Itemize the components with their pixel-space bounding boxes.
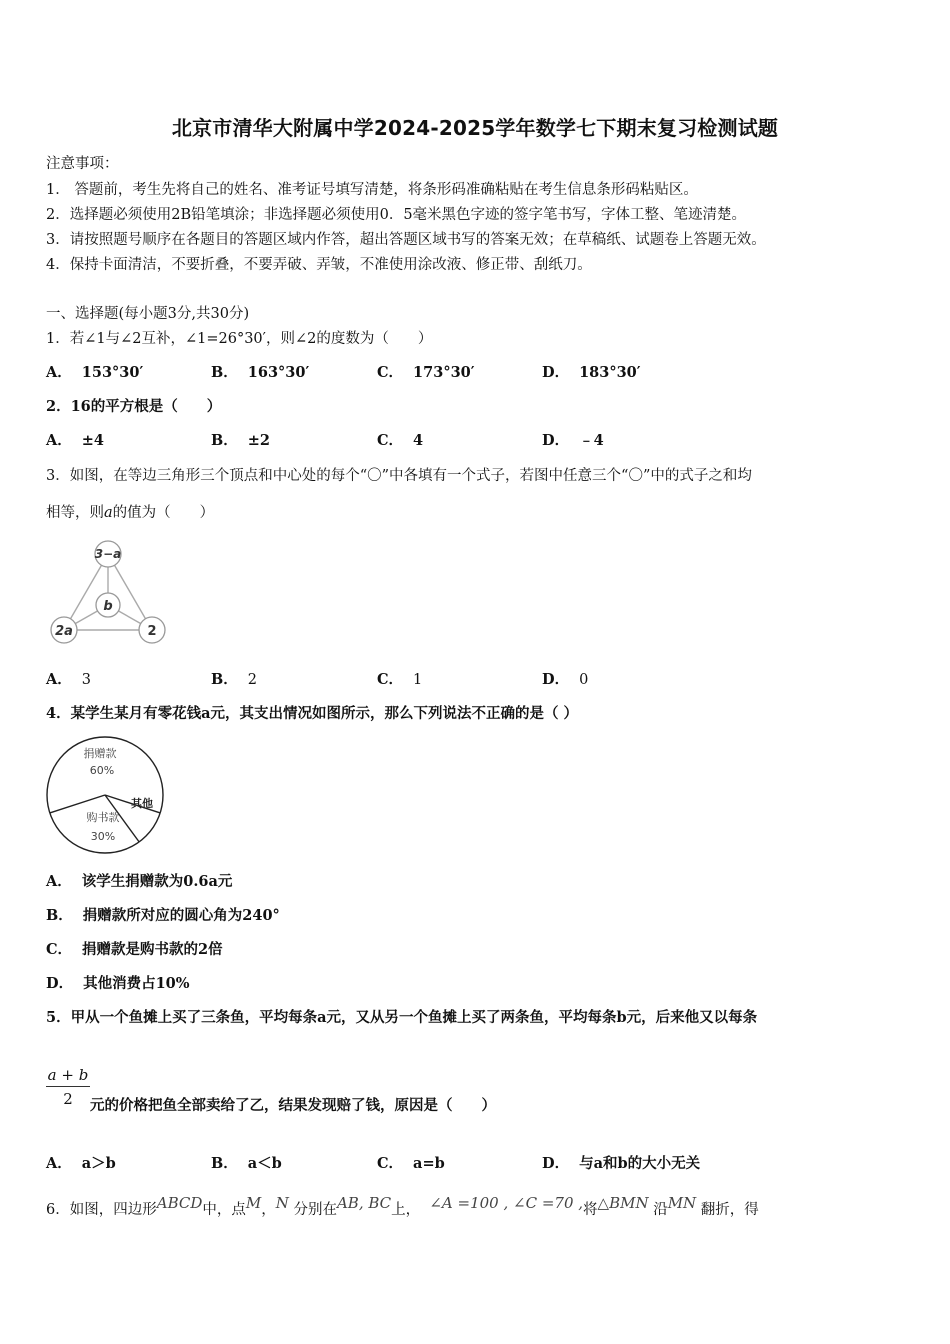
q1-option-a — [46, 361, 143, 382]
question-6-stem — [46, 1194, 759, 1219]
option-key: D． — [542, 432, 570, 449]
option-text: 2 — [247, 672, 257, 688]
question-4-stem: 4．某学生某月有零花钱a元，其支出情况如图所示，那么下列说法不正确的是（ ） — [46, 705, 579, 722]
stem-text: 相等，则 — [46, 505, 104, 521]
option-text: 173°30′ — [413, 364, 475, 381]
option-key: A． — [46, 671, 72, 688]
q5-option-d — [542, 1152, 700, 1173]
stem-text: 翻折，得 — [700, 1202, 759, 1218]
q1-option-d — [542, 361, 641, 382]
option-key: D． — [542, 364, 570, 381]
notice-item-1: 1． 答题前，考生先将自己的姓名、准考证号填写清楚，将条形码准确粘贴在考生信息条形码粘贴区。 — [46, 182, 698, 198]
q4-option-a — [46, 870, 232, 891]
stem-text: 中，点 — [202, 1202, 246, 1218]
option-key: B． — [46, 907, 73, 924]
q2-option-c — [377, 429, 423, 450]
slice-label-donation: 捐赠款 — [83, 747, 117, 760]
option-text: 该学生捐赠款为0.6a元 — [81, 873, 233, 890]
q3-option-b — [211, 668, 257, 689]
option-text: 153°30′ — [81, 364, 144, 381]
option-text: 183°30′ — [579, 364, 641, 381]
notice-item-4: 4．保持卡面清洁，不要折叠，不要弄破、弄皱，不准使用涂改液、修正带、刮纸刀。 — [46, 257, 592, 273]
q1-option-c — [377, 361, 475, 382]
stem-text: 沿 — [653, 1202, 668, 1218]
q5-option-a — [46, 1152, 116, 1173]
option-text: 163°30′ — [247, 364, 310, 381]
question-1-stem: 1．若∠1与∠2互补，∠1=26°30′，则∠2的度数为（ ） — [46, 331, 433, 347]
option-text: 其他消费占10% — [83, 975, 190, 992]
node-right-label: 2 — [147, 624, 157, 639]
math-triangle-bmn: △BMN — [597, 1194, 649, 1212]
question-3-stem-line1: 3．如图，在等边三角形三个顶点和中心处的每个“〇”中各填有一个式子，若图中任意三个“〇”中的式子之和均 — [46, 468, 752, 484]
node-center-label: b — [103, 599, 113, 614]
option-text: 3 — [81, 672, 91, 688]
page-title: 北京市清华大附属中学2024-2025学年数学七下期末复习检测试题 — [171, 116, 779, 140]
fraction-a-plus-b-over-2 — [46, 1066, 90, 1108]
variable-a: a — [104, 505, 113, 521]
notice-item-2: 2．选择题必须使用2B铅笔填涂；非选择题必须使用0．5毫米黑色字迹的签字笔书写，字体工整、笔迹清楚。 — [46, 207, 747, 223]
option-text: 捐赠款是购书款的2倍 — [82, 941, 223, 958]
stem-text: ， — [261, 1202, 276, 1218]
stem-text: 的值为（ ） — [112, 505, 215, 521]
q4-option-c — [46, 938, 223, 959]
pie-chart — [42, 732, 168, 858]
math-ab-bc: AB, BC — [336, 1194, 392, 1212]
math-n: N — [275, 1194, 289, 1212]
option-text: 0 — [579, 672, 589, 688]
q4-option-b — [46, 904, 280, 925]
option-text: ±2 — [247, 432, 271, 449]
option-key: D． — [542, 1155, 570, 1172]
math-mn: MN — [667, 1194, 697, 1212]
math-m: M — [245, 1194, 262, 1212]
option-text: a=b — [413, 1155, 445, 1172]
slice-percent-donation: 60% — [89, 764, 115, 777]
q2-option-b — [211, 429, 270, 450]
notice-item-3: 3．请按照题号顺序在各题目的答题区域内作答，超出答题区域书写的答案无效；在草稿纸、试题卷上答题无效。 — [46, 232, 766, 248]
slice-label-books: 购书款 — [86, 811, 120, 824]
option-key: A． — [46, 873, 72, 890]
option-text: a＞b — [81, 1155, 116, 1172]
question-3-stem-line2 — [46, 501, 214, 522]
option-key: A． — [46, 364, 72, 381]
node-left-label: 2a — [55, 624, 73, 639]
stem-text: 上， — [391, 1202, 421, 1218]
fraction-numerator: a + b — [46, 1066, 90, 1087]
question-5-stem-line1: 5．甲从一个鱼摊上买了三条鱼，平均每条a元，又从另一个鱼摊上买了两条鱼，平均每条b元，后来他又以每条 — [46, 1009, 758, 1026]
option-key: B． — [211, 1155, 238, 1172]
option-key: C． — [377, 364, 404, 381]
section-heading: 一、选择题(每小题3分,共30分) — [46, 306, 250, 322]
stem-text: 6．如图，四边形 — [46, 1202, 157, 1218]
q5-option-b — [211, 1152, 282, 1173]
option-key: C． — [377, 432, 404, 449]
option-key: B． — [211, 364, 238, 381]
option-key: C． — [377, 1155, 404, 1172]
option-text: ﹣4 — [579, 432, 604, 449]
option-key: B． — [211, 432, 238, 449]
option-text: a＜b — [247, 1155, 282, 1172]
option-text: 捐赠款所对应的圆心角为240° — [82, 907, 280, 924]
q2-option-d — [542, 429, 604, 450]
option-key: D． — [542, 671, 570, 688]
slice-percent-books: 30% — [90, 830, 116, 843]
math-angles: ∠A =100 , ∠C =70 , — [429, 1194, 584, 1212]
q3-option-c — [377, 668, 422, 689]
option-text: 4 — [413, 432, 424, 449]
q2-option-a — [46, 429, 104, 450]
q4-option-d — [46, 972, 190, 993]
stem-text: 将 — [583, 1202, 598, 1218]
question-2-stem: 2．16的平方根是（ ） — [46, 398, 222, 415]
option-key: B． — [211, 671, 238, 688]
option-key: A． — [46, 1155, 72, 1172]
notice-heading: 注意事项： — [46, 156, 119, 172]
slice-label-other: 其他 — [131, 797, 153, 810]
q3-option-d — [542, 668, 588, 689]
q3-option-a — [46, 668, 91, 689]
option-key: C． — [46, 941, 73, 958]
q5-option-c — [377, 1152, 445, 1173]
option-text: ±4 — [81, 432, 105, 449]
question-5-stem-line2: 元的价格把鱼全部卖给了乙，结果发现赔了钱，原因是（ ） — [90, 1097, 496, 1114]
node-top-label: 3−a — [94, 547, 122, 561]
option-text: 与a和b的大小无关 — [579, 1155, 701, 1172]
option-text: 1 — [413, 672, 423, 688]
option-key: D． — [46, 975, 74, 992]
math-abcd: ABCD — [156, 1194, 203, 1212]
triangle-figure — [44, 538, 174, 650]
stem-text: 分别在 — [293, 1202, 337, 1218]
option-key: C． — [377, 671, 404, 688]
option-key: A． — [46, 432, 72, 449]
q1-option-b — [211, 361, 309, 382]
fraction-denominator: 2 — [63, 1090, 73, 1108]
